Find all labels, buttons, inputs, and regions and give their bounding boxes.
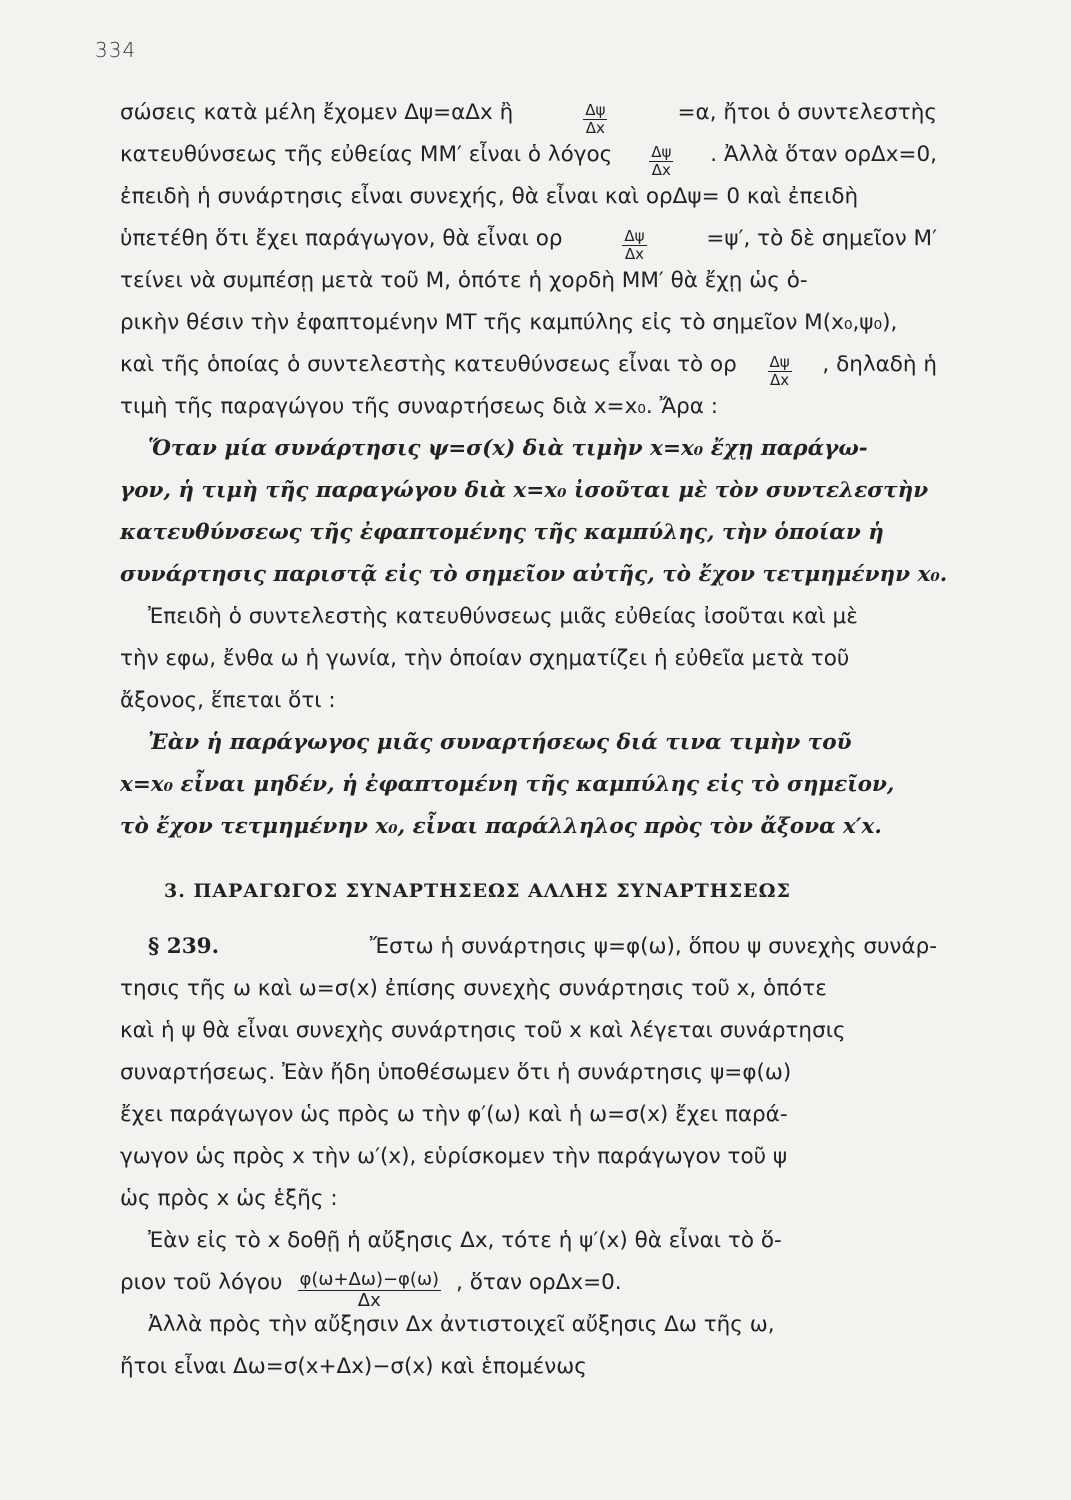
text-segment: ρικὴν θέσιν τὴν ἐφαπτομένην ΜΤ τῆς καμπύλης εἰς τὸ σημεῖον Μ(x₀,ψ₀),: [120, 310, 898, 335]
text-segment: ὑπετέθη ὅτι ἔχει παράγωγον, θὰ εἶναι ορ: [120, 226, 563, 251]
theorem-line: [120, 722, 937, 764]
text-line: [120, 1178, 937, 1220]
page-number: 334: [95, 38, 137, 62]
text-line: [120, 1010, 937, 1052]
text-segment: =α, ἤτοι ὁ συντελεστὴς: [677, 100, 937, 125]
text-segment: καὶ τῆς ὁποίας ὁ συντελεστὴς κατευθύνσεως εἶναι τὸ ορ: [120, 352, 737, 377]
text-segment: ἔχει παράγωγον ὡς πρὸς ω τὴν φ′(ω) καὶ ἡ ω=σ(x) ἔχει παρά-: [120, 1102, 788, 1127]
fraction-numerator: Δψ: [651, 143, 672, 161]
section-heading: 3. ΠΑΡΑΓΩΓΟΣ ΣΥΝΑΡΤΗΣΕΩΣ ΑΛΛΗΣ ΣΥΝΑΡΤΗΣΕΩΣ: [164, 880, 791, 902]
text-segment: γωγον ὡς πρὸς x τὴν ω′(x), εὑρίσκομεν τὴν παράγωγον τοῦ ψ: [120, 1144, 788, 1169]
text-line: [120, 218, 937, 263]
text-line: [120, 1136, 937, 1178]
text-segment: συναρτήσεως. Ἐὰν ἤδη ὑποθέσωμεν ὅτι ἡ συνάρτησις ψ=φ(ω): [120, 1060, 792, 1085]
theorem-line: [120, 512, 937, 554]
fraction: [298, 1271, 442, 1310]
fraction-denominator: Δx: [585, 119, 605, 137]
fraction-numerator: Δψ: [585, 101, 606, 119]
text-segment: Ἔστω ἡ συνάρτησις ψ=φ(ω), ὅπου ψ συνεχὴς συνάρ-: [369, 934, 937, 959]
text-line: [120, 968, 937, 1010]
fraction-numerator: Δψ: [624, 227, 645, 245]
page-text-body: [120, 92, 948, 1388]
fraction: [768, 355, 792, 388]
text-line: [120, 1220, 937, 1262]
text-segment: ἐπειδὴ ἡ συνάρτησις εἶναι συνεχής, θὰ εἶναι καὶ ορΔψ= 0 καὶ ἐπειδὴ: [120, 184, 859, 209]
text-line: [120, 1052, 937, 1094]
text-line: [120, 302, 937, 344]
theorem-text: Ὅταν μία συνάρτησις ψ=σ(x) διὰ τιμὴν x=x₀ ἔχῃ παράγω-: [148, 436, 868, 461]
text-segment: Ἀλλὰ πρὸς τὴν αὔξησιν Δx ἀντιστοιχεῖ αὔξησις Δω τῆς ω,: [148, 1312, 775, 1337]
text-segment: Ἐὰν εἰς τὸ x δοθῇ ἡ αὔξησις Δx, τότε ἡ ψ′(x) θὰ εἶναι τὸ ὅ-: [148, 1228, 782, 1253]
theorem-line: [120, 554, 948, 596]
theorem-text: γον, ἡ τιμὴ τῆς παραγώγου διὰ x=x₀ ἰσοῦται μὲ τὸν συντελεστὴν: [120, 478, 929, 503]
text-segment: καὶ ἡ ψ θὰ εἶναι συνεχὴς συνάρτησις τοῦ x καὶ λέγεται συνάρτησις: [120, 1018, 846, 1043]
text-segment: , ὅταν ορΔx=0.: [456, 1270, 622, 1295]
fraction: [583, 103, 607, 136]
theorem-text: συνάρτησις παριστᾷ εἰς τὸ σημεῖον αὐτῆς, τὸ ἔχον τετμημένην x₀.: [120, 562, 948, 587]
theorem-line: [120, 470, 937, 512]
fraction-numerator: φ(ω+Δω)−φ(ω): [299, 1269, 440, 1290]
theorem-text: Ἐὰν ἡ παράγωγος μιᾶς συναρτήσεως διά τινα τιμὴν τοῦ: [148, 730, 852, 755]
text-line: [120, 92, 937, 137]
text-line: [120, 386, 937, 428]
text-segment: =ψ′, τὸ δὲ σημεῖον Μ′: [706, 226, 937, 251]
text-segment: τησις τῆς ω καὶ ω=σ(x) ἐπίσης συνεχὴς συνάρτησις τοῦ x, ὁπότε: [120, 976, 827, 1001]
text-segment: τὴν εφω, ἔνθα ω ἡ γωνία, τὴν ὁποίαν σχηματίζει ἡ εὐθεῖα μετὰ τοῦ: [120, 646, 850, 671]
text-line: [120, 1304, 937, 1346]
text-line: [120, 1262, 937, 1311]
theorem-text: τὸ ἔχον τετμημένην x₀, εἶναι παράλληλος πρὸς τὸν ἄξονα x′x.: [120, 814, 882, 839]
text-segment: σώσεις κατὰ μέλη ἔχομεν Δψ=αΔx ἢ: [120, 100, 514, 125]
fraction: [649, 145, 673, 178]
fraction-denominator: Δx: [770, 371, 790, 389]
text-segment: ριον τοῦ λόγου: [120, 1270, 283, 1295]
text-segment: Ἐπειδὴ ὁ συντελεστὴς κατευθύνσεως μιᾶς εὐθείας ἰσοῦται καὶ μὲ: [148, 604, 858, 629]
text-segment: τιμὴ τῆς παραγώγου τῆς συναρτήσεως διὰ x=x₀. Ἄρα :: [120, 394, 719, 419]
fraction-numerator: Δψ: [769, 353, 790, 371]
text-line: [120, 1346, 937, 1388]
theorem-line: [120, 764, 937, 806]
text-segment: ἄξονος, ἕπεται ὅτι :: [120, 688, 336, 713]
text-line: [120, 134, 937, 179]
theorem-text: κατευθύνσεως τῆς ἐφαπτομένης τῆς καμπύλης, τὴν ὁποίαν ἡ: [120, 520, 884, 545]
text-line: [120, 596, 937, 638]
text-line: [120, 1094, 937, 1136]
text-segment: ὡς πρὸς x ὡς ἑξῆς :: [120, 1186, 338, 1211]
text-segment: κατευθύνσεως τῆς εὐθείας ΜΜ′ εἶναι ὁ λόγος: [120, 142, 613, 167]
theorem-text: x=x₀ εἶναι μηδέν, ἡ ἐφαπτομένη τῆς καμπύλης εἰς τὸ σημεῖον,: [120, 772, 895, 797]
fraction-denominator: Δx: [624, 245, 645, 263]
section-number: § 239.: [148, 934, 220, 959]
text-line: [120, 926, 937, 968]
theorem-line: [120, 806, 937, 848]
text-line: [120, 638, 937, 680]
fraction: [622, 229, 646, 262]
text-segment: τείνει νὰ συμπέσῃ μετὰ τοῦ Μ, ὁπότε ἡ χορδὴ ΜΜ′ θὰ ἔχῃ ὡς ὁ-: [120, 268, 808, 293]
theorem-line: [120, 428, 937, 470]
text-segment: . Ἀλλὰ ὅταν ορΔx=0,: [710, 142, 937, 167]
text-line: [120, 344, 937, 389]
fraction-denominator: Δx: [357, 1290, 381, 1311]
text-line: [120, 260, 937, 302]
text-segment: ἤτοι εἶναι Δω=σ(x+Δx)−σ(x) καὶ ἑπομένως: [120, 1354, 587, 1379]
fraction-denominator: Δx: [651, 161, 671, 179]
text-line: [120, 176, 937, 218]
text-line: [120, 680, 937, 722]
text-segment: , δηλαδὴ ἡ: [822, 352, 937, 377]
